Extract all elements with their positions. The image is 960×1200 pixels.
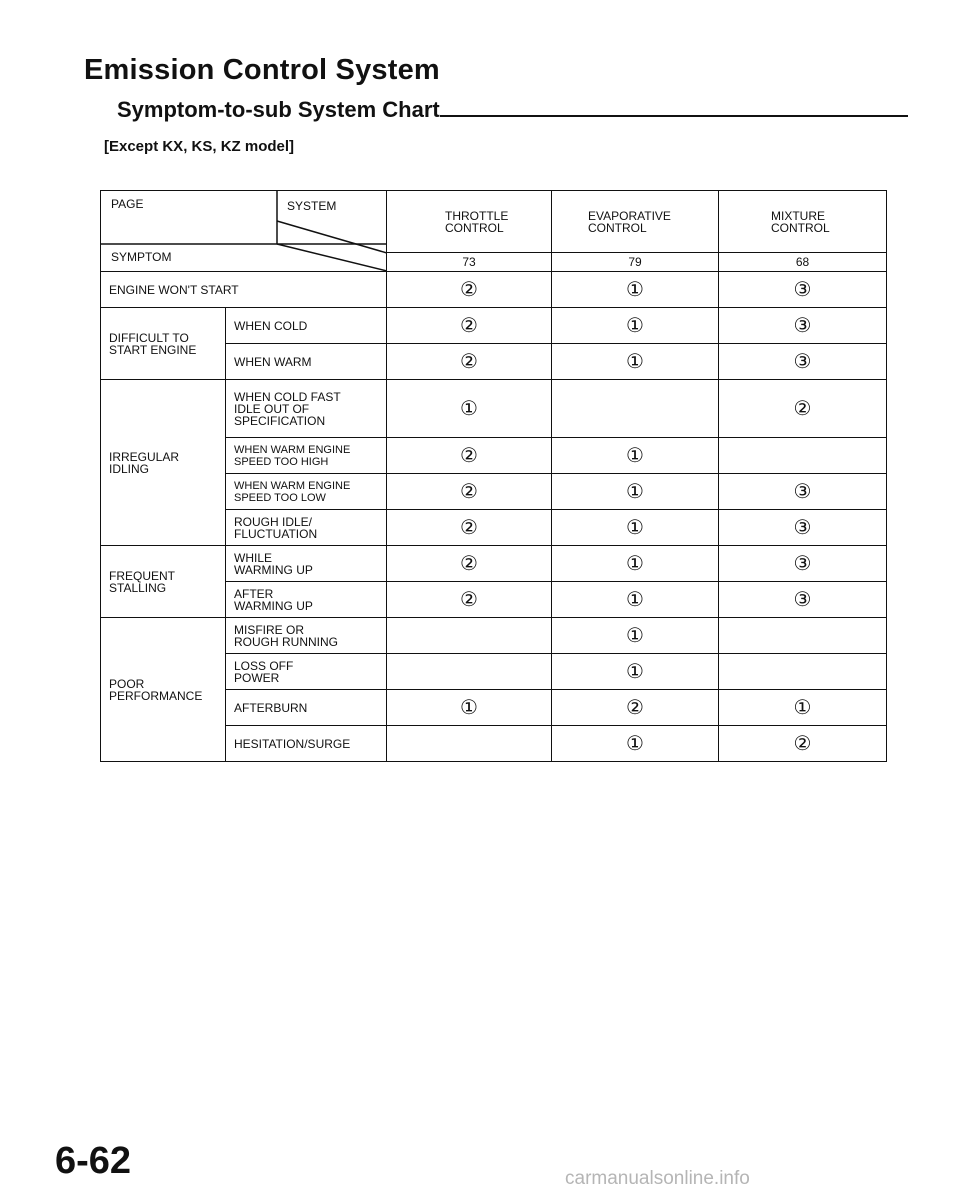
condition-label: LOSS OFF POWER	[226, 654, 387, 690]
symptom-chart-table	[100, 190, 887, 762]
mark-cell	[719, 618, 887, 654]
column-header-evaporative: EVAPORATIVE CONTROL	[552, 191, 719, 253]
mark-cell	[552, 380, 719, 438]
mark-cell: ①	[552, 474, 719, 510]
condition-label: WHEN COLD	[226, 308, 387, 344]
condition-label: ROUGH IDLE/ FLUCTUATION	[226, 510, 387, 546]
mark-cell: ②	[719, 380, 887, 438]
mark-cell: ①	[552, 654, 719, 690]
mark-cell: ①	[552, 726, 719, 762]
condition-label: AFTERBURN	[226, 690, 387, 726]
page-ref-evaporative: 79	[552, 253, 719, 272]
mark-cell: ②	[552, 690, 719, 726]
condition-label: WHILE WARMING UP	[226, 546, 387, 582]
condition-label: WHEN WARM	[226, 344, 387, 380]
mark-cell	[387, 654, 552, 690]
mark-cell: ③	[719, 546, 887, 582]
mark-cell: ③	[719, 510, 887, 546]
mark-cell: ②	[387, 344, 552, 380]
mark-cell: ①	[552, 438, 719, 474]
page-number: 6-62	[55, 1140, 132, 1182]
mark-cell: ①	[387, 690, 552, 726]
page-label: PAGE	[111, 197, 144, 211]
symptom-label: SYMPTOM	[111, 250, 172, 264]
condition-label: AFTER WARMING UP	[226, 582, 387, 618]
symptom-engine-wont-start: ENGINE WON'T START	[101, 272, 387, 308]
mark-cell: ②	[387, 582, 552, 618]
page-title: Emission Control System	[84, 54, 440, 86]
corner-header-cell	[101, 191, 387, 272]
system-label: SYSTEM	[287, 199, 337, 213]
mark-cell: ②	[387, 510, 552, 546]
mark-cell	[719, 438, 887, 474]
mark-cell: ②	[387, 546, 552, 582]
mark-cell: ①	[552, 308, 719, 344]
symptom-group-frequent-stalling: FREQUENT STALLING	[101, 546, 226, 618]
mark-cell: ①	[552, 582, 719, 618]
condition-label: HESITATION/SURGE	[226, 726, 387, 762]
mark-cell: ③	[719, 344, 887, 380]
mark-cell: ②	[387, 438, 552, 474]
condition-label: WHEN COLD FAST IDLE OUT OF SPECIFICATION	[226, 380, 387, 438]
watermark-text: carmanualsonline.info	[565, 1168, 750, 1189]
condition-label: WHEN WARM ENGINE SPEED TOO LOW	[226, 474, 387, 510]
mark-cell: ②	[719, 726, 887, 762]
mark-cell	[387, 618, 552, 654]
mark-cell: ①	[552, 546, 719, 582]
mark-cell: ①	[552, 272, 719, 308]
mark-cell: ①	[387, 380, 552, 438]
symptom-group-irregular-idling: IRREGULAR IDLING	[101, 380, 226, 546]
page-ref-throttle: 73	[387, 253, 552, 272]
mark-cell: ②	[387, 272, 552, 308]
mark-cell: ③	[719, 308, 887, 344]
mark-cell: ②	[387, 474, 552, 510]
mark-cell: ③	[719, 582, 887, 618]
condition-label: WHEN WARM ENGINE SPEED TOO HIGH	[226, 438, 387, 474]
mark-cell: ①	[719, 690, 887, 726]
mark-cell: ③	[719, 474, 887, 510]
mark-cell	[719, 654, 887, 690]
condition-label: MISFIRE OR ROUGH RUNNING	[226, 618, 387, 654]
symptom-group-poor-performance: POOR PERFORMANCE	[101, 618, 226, 762]
symptom-group-difficult-start: DIFFICULT TO START ENGINE	[101, 308, 226, 380]
mark-cell: ③	[719, 272, 887, 308]
column-header-mixture: MIXTURE CONTROL	[719, 191, 887, 253]
mark-cell: ①	[552, 618, 719, 654]
subtitle-rule	[440, 115, 908, 117]
section-subtitle: Symptom-to-sub System Chart	[117, 97, 440, 122]
column-header-throttle: THROTTLE CONTROL	[387, 191, 552, 253]
mark-cell: ①	[552, 344, 719, 380]
page-ref-mixture: 68	[719, 253, 887, 272]
mark-cell	[387, 726, 552, 762]
mark-cell: ①	[552, 510, 719, 546]
mark-cell: ②	[387, 308, 552, 344]
model-note: [Except KX, KS, KZ model]	[104, 138, 295, 155]
